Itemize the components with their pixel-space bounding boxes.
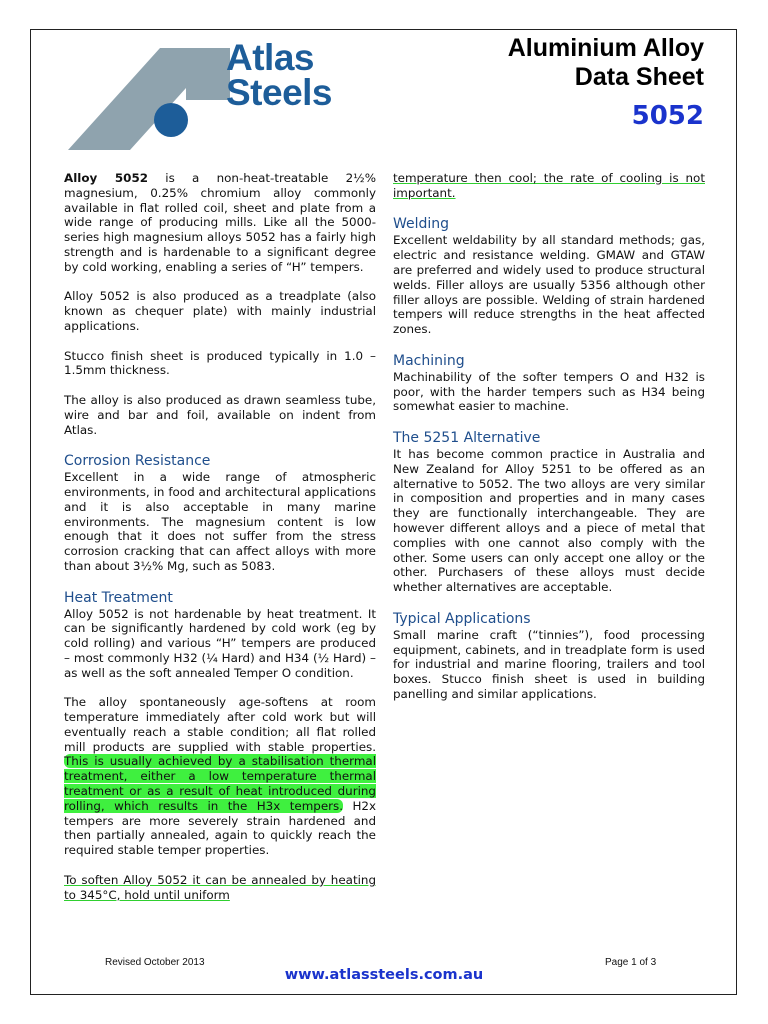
alloy-number: 5052: [631, 101, 704, 131]
title-line-2: Data Sheet: [574, 63, 704, 91]
age-soften-paragraph: [64, 695, 376, 858]
logo-wordmark: [226, 37, 333, 113]
logo-word-steels: Steels: [226, 72, 333, 113]
welding-heading: Welding: [393, 216, 450, 233]
page-number: Page 1 of 3: [605, 957, 657, 968]
intro-bold: Alloy 5052: [64, 171, 148, 185]
corrosion-paragraph: Excellent in a wide range of atmospheric environments, in food and architectural applications and it is also acceptable in many marine environments. The magnesium content is low enough that it does not suffer from the stress corrosion cracking that can affect alloys with more than about 3½% Mg, such as 5083.: [64, 470, 376, 573]
anneal-paragraph: [64, 873, 376, 903]
left-column: [64, 171, 376, 902]
machining-heading: Machining: [393, 352, 465, 369]
welding-paragraph: Excellent weldability by all standard methods; gas, electric and resistance welding. GMAW and GTAW are preferred and widely used to produce structural welds. Filler alloys are usually 5356 although other filler alloys are possible. Welding of strain hardened tempers will reduce strengths in the heat affected zones.: [393, 233, 705, 337]
anneal-continued-underlined: temperature then cool; the rate of cooling is not important.: [393, 171, 705, 200]
logo-word-atlas: Atlas: [226, 37, 314, 78]
treadplate-paragraph: Alloy 5052 is also produced as a treadplate (also known as chequer plate) with mainly industrial applications.: [64, 289, 376, 333]
age-soften-text-b: H2x tempers are more severely strain hardened and then partially annealed, again to quickly reach the required stable temper properties.: [64, 798, 377, 858]
title-line-1: Aluminium Alloy: [507, 34, 704, 62]
heat-treatment-paragraph: Alloy 5052 is not hardenable by heat treatment. It can be significantly hardened by cold work (eg by cold rolling) and various “H” tempers are produced – most commonly H32 (¼ Hard) and H34 (½ Hard) – as well as the soft annealed Temper O condition.: [64, 606, 376, 680]
website-link[interactable]: www.atlassteels.com.au: [284, 967, 484, 983]
intro-rest: is a non-heat-treatable 2½% magnesium, 0.25% chromium alloy commonly available in flat rolled coil, sheet and plate from a wide range of producing mills. Like all the 5000-series high magnesium alloys 5052 has a fairly high strength and is hardenable to a significant degree by cold working, enabling a series of “H” tempers.: [64, 171, 376, 274]
document-title: [508, 34, 704, 92]
applications-paragraph: Small marine craft (“tinnies”), food processing equipment, cabinets, and in treadplate form is used for industrial and marine flooring, trailers and tool boxes. Stucco finish sheet is used in building panelling and similar applications.: [393, 627, 705, 701]
corrosion-heading: Corrosion Resistance: [64, 453, 211, 470]
alternative-heading: The 5251 Alternative: [393, 429, 541, 446]
highlighted-text: This is usually achieved by a stabilisation thermal treatment, either a low temperature thermal treatment or as a result of heat introduced during rolling, which results in the H3x tempers.: [64, 754, 376, 813]
anneal-underlined: To soften Alloy 5052 it can be annealed by heating to 345°C, hold until uniform: [64, 872, 376, 902]
logo-dot: [154, 103, 188, 137]
stucco-paragraph: Stucco finish sheet is produced typically in 1.0 – 1.5mm thickness.: [64, 348, 376, 378]
right-column: [393, 171, 705, 717]
forms-paragraph: The alloy is also produced as drawn seamless tube, wire and bar and foil, available on indent from Atlas.: [64, 392, 376, 437]
age-soften-text-a: The alloy spontaneously age-softens at room temperature immediately after cold work but will eventually reach a stable condition; all flat rolled mill products are supplied with stable properties.: [64, 695, 376, 754]
anneal-continued: [393, 171, 705, 201]
applications-heading: Typical Applications: [393, 610, 531, 627]
alternative-paragraph: It has become common practice in Australia and New Zealand for Alloy 5251 to be offered as an alternative to 5052. The two alloys are very similar in composition and properties and in many cases they are functionally interchangeable. They are however different alloys and a piece of metal that complies with one cannot also comply with the other. Some users can only accept one alloy or the other. Purchasers of these alloys must decide whether alternatives are acceptable.: [393, 446, 705, 595]
intro-paragraph: [64, 171, 376, 275]
heat-treatment-heading: Heat Treatment: [64, 589, 173, 606]
machining-paragraph: Machinability of the softer tempers O and H32 is poor, with the harder tempers such as H34 being somewhat easier to machine.: [393, 369, 705, 414]
revised-date: Revised October 2013: [105, 957, 205, 968]
